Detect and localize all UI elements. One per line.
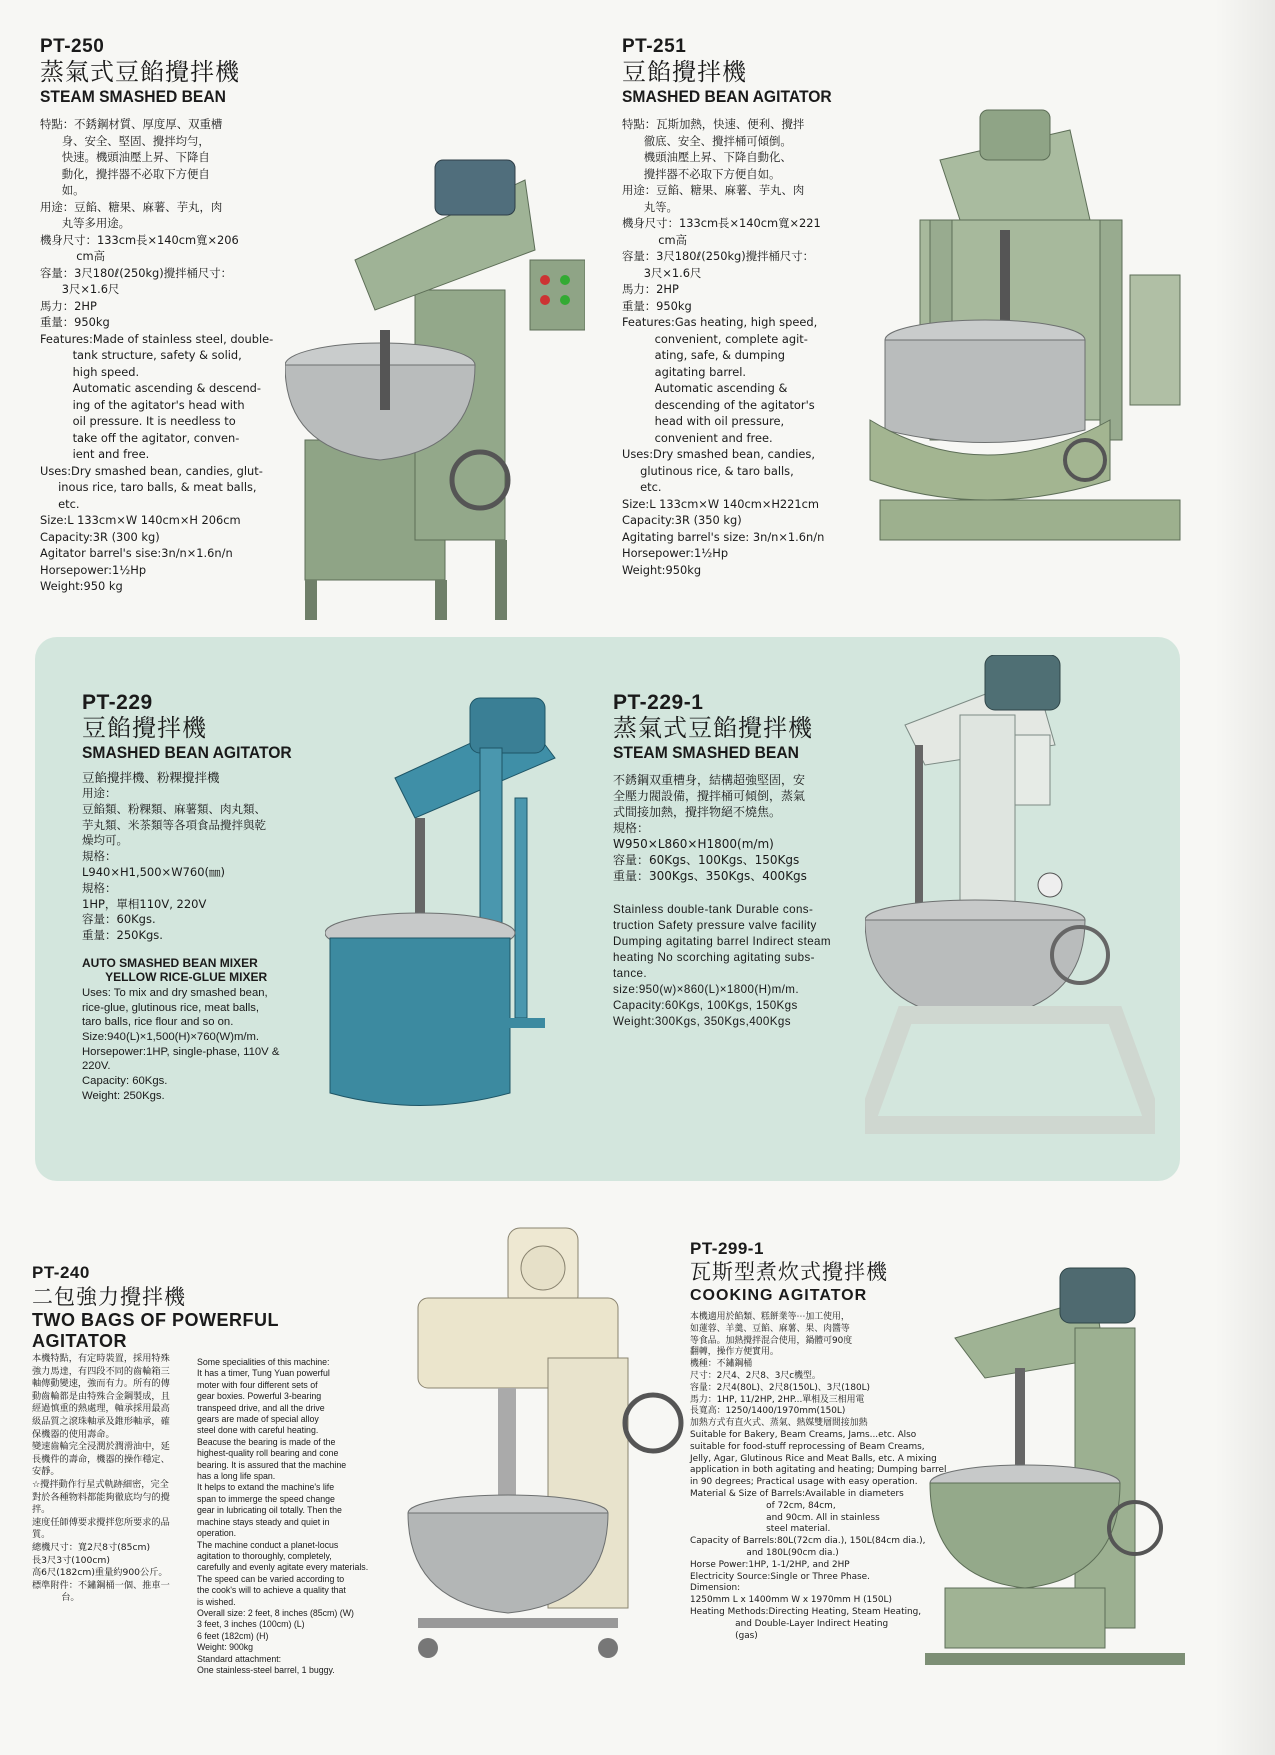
pt229-title-cn: 豆餡攪拌機 xyxy=(82,714,207,742)
pt2291-body-en: Stainless double-tank Durable cons- truction Safety pressure valve facility Dumping agitating barrel Indirect steam heating No scorching agitating subs- tance. size:950(w)×860(L)×1800(H)m/m. Capacity:60Kgs, 100Kgs, 150Kgs Weight:300Kgs, 350Kgs,400Kgs xyxy=(613,903,831,1028)
pt2291-body-cn: 不銹鋼双重槽身，結構超強堅固，安 全壓力閥設備，攪拌桶可傾倒，蒸氣 式間接加熱，攪拌物絕不燒焦。 規格： W950×L860×H1800(m/m) 容量：60Kgs、100Kgs、150Kgs 重量：300Kgs、350Kgs、400Kgs xyxy=(613,773,807,883)
pt240-code: PT-240 xyxy=(32,1263,90,1282)
pt2991-body: 本機適用於餡類、糕餅業等⋯加工使用， 如蓮蓉、羊羹、豆餡、麻薯、果、肉醬等 等食品。加熱攪拌混合使用，鍋體可90度 翻轉，操作方便實用。 機種：不鏽鋼桶 尺寸：2尺4、2尺8、3尺c機型。 容量：2尺4(80L)、2尺8(150L)、3尺(180L) 馬力：1HP, 11/2HP, 2HP...單相及三相用電 長寬高：1250/1400/1970mm(150L) 加熱方式有直火式、蒸氣、熱媒雙層間接加熱 Suitable for Bakery, Beam Creams, Jams...etc. Also suitable for food-stuff reprocessing of Beam Creams, Jelly, Agar, Glutinous Rice and Meat Balls, etc. A mixing application in both agitating and heating; Dumping barrel in 90 degrees; Practical usage with easy operation. Material & Size of Barrels:Available in diameters of 72cm, 84cm, and 90cm. All in stainless steel material. Capacity of Barrels:80L(72cm dia.), 150L(84cm dia.), and 180L(90cm dia.) Horse Power:1HP, 1-1/2HP, and 2HP Electricity Source:Single or Three Phase. Dimension: 1250mm L x 1400mm W x 1970mm H (150L) Heating Methods:Directing Heating, Steam Heating, and Double-Layer Indirect Heating (gas) xyxy=(690,1312,947,1641)
pt251-machine-image xyxy=(860,100,1190,570)
pt240-title-cn: 二包強力攪拌機 xyxy=(32,1285,186,1309)
pt251-title-cn: 豆餡攪拌機 xyxy=(622,58,747,86)
pt240-body-cn: 本機特點，有定時裝置，採用特殊 強力馬達，有四段不同的齒輪箱三 軸傳動變速，強而有力。所有的傳 動齒輪都是由特殊合金鋼製成，且 經過慎重的熱處理，軸承採用最高 級品質之滾珠軸承及錐形軸承，確 保機器的使用壽命。 變速齒輪完全浸潤於潤滑油中，延 長機件的壽命，機器的操作穩定、 安靜。 ☆攪拌動作行星式軌跡細密，完全 對於各種物料都能夠徹底均勻的攪 拌。 速度任師傅要求攪拌您所要求的品 質。 總機尺寸：寬2尺8寸(85cm) 長3尺3寸(100cm) 高6尺(182cm)重量約900公斤。 標準附件：不鏽鋼桶一個、推車一 台。 xyxy=(32,1353,170,1604)
pt2991-code: PT-299-1 xyxy=(690,1239,764,1258)
pt250-title-cn: 蒸氣式豆餡攪拌機 xyxy=(40,58,240,86)
pt2291-title-cn: 蒸氣式豆餡攪拌機 xyxy=(613,714,813,742)
pt229-title-en: SMASHED BEAN AGITATOR xyxy=(82,743,292,762)
pt229-machine-image xyxy=(325,688,595,1128)
pt2991-title-cn: 瓦斯型煮炊式攪拌機 xyxy=(690,1260,888,1284)
pt251-section xyxy=(622,36,850,578)
pt2291-machine-image xyxy=(865,655,1155,1135)
pt250-body: 特點：不銹鋼材質、厚度厚、双重槽 身、安全、堅固、攪拌均勻， 快速。機頭油壓上昇、下降自 動化，攪拌器不必取下方便自 如。 用途：豆餡、糖果、麻薯、芋丸，肉 丸等多用途。 機身尺寸：133cm長×140cm寬×206 cm高 容量：3尺180ℓ(250kg)攪拌桶尺寸： 3尺×1.6尺 馬力：2HP 重量：950kg Features:Made of stainless steel, double- tank structure, safety & solid, high speed. Automatic ascending & descend- ing of the agitator's head with oil pressure. It is needless to take off the agitator, conven- ient and free. Uses:Dry smashed bean, candies, glut- inous rice, taro balls, & meat balls, etc. Size:L 133cm×W 140cm×H 206cm Capacity:3R (300 kg) Agitator barrel's sise:3n/n×1.6n/n Horsepower:1½Hp Weight:950 kg xyxy=(40,117,274,593)
pt2991-title-en: COOKING AGITATOR xyxy=(690,1287,868,1304)
pt251-code: PT-251 xyxy=(622,36,687,57)
pt240-body-en: Some specialities of this machine: It has a timer, Tung Yuan powerful moter with four different sets of gear boxies. Powerful 3-bearing transpeed drive, and all the drive gears are made of special alloy steel done with careful heating. Beacuse the bearing is made of the highest-quality roll bearing and cone bearing. It is assured that the machine has a long life span. It helps to extand the machine's life span to immerge the speed change gear in lubricating oil totally. Then the machine stays steady and quiet in operation. The machine conduct a planet-locus agitation to thoroughly, completely, carefully and evenly agitate every materials. The speed can be varied according to the cook's will to achieve a quality that is wished. Overall size: 2 feet, 8 inches (85cm) (W) 3 feet, 3 inches (100cm) (L) 6 feet (182cm) (H) Weight: 900kg Standard attachment: One stainless-steel barrel, 1 buggy. xyxy=(197,1357,369,1675)
pt2291-title-en: STEAM SMASHED BEAN xyxy=(613,743,799,762)
pt2991-machine-image xyxy=(925,1258,1200,1698)
pt251-body: 特點：瓦斯加熱，快速、便利、攪拌 徹底、安全、攪拌桶可傾倒。 機頭油壓上昇、下降自動化、 攪拌器不必取下方便自如。 用途：豆餡、糖果、麻薯、芋丸、肉 丸等。 機身尺寸：133cm長×140cm寬×221 cm高 容量：3尺180ℓ(250kg)攪拌桶尺寸： 3尺×1.6尺 馬力：2HP 重量：950kg Features:Gas heating, high speed, convenient, complete agit- ating, safe, & dumping agitating barrel. Automatic ascending & descending of the agitator's head with oil pressure, convenient and free. Uses:Dry smashed bean, candies, glutinous rice, & taro balls, etc. Size:L 133cm×W 140cm×H221cm Capacity:3R (350 kg) Agitating barrel's size: 3n/n×1.6n/n Horsepower:1½Hp Weight:950kg xyxy=(622,117,825,577)
pt251-title-en: SMASHED BEAN AGITATOR xyxy=(622,87,832,106)
pt229-code: PT-229 xyxy=(82,691,153,714)
pt229-subtitle-cn: 豆餡攪拌機、粉粿攪拌機 xyxy=(82,770,220,785)
pt2991-section xyxy=(690,1238,946,1642)
pt240-section xyxy=(32,1262,279,1352)
page-edge-shadow xyxy=(1215,0,1275,1755)
pt2291-section xyxy=(613,692,831,1030)
pt240-machine-image xyxy=(398,1208,688,1668)
pt250-section xyxy=(40,36,273,595)
pt229-body-en: Uses: To mix and dry smashed bean, rice-glue, glutinous rice, meat balls, taro balls, rice flour and so on. Size:940(L)×1,500(H)×760(W)m/m. Horsepower:1HP, single-phase, 110V & 220V. Capacity: 60Kgs. Weight: 250Kgs. xyxy=(82,986,280,1102)
pt229-body-cn: 用途： 豆餡類、粉粿類、麻薯類、肉丸類、 芋丸類、米茶類等各項食品攪拌與乾 燥均可。 規格： L940×H1,500×W760(㎜) 規格： 1HP，單相110V, 220V 容量：60Kgs. 重量：250Kgs. xyxy=(82,786,266,943)
pt250-title-en: STEAM SMASHED BEAN xyxy=(40,87,226,106)
pt229-section xyxy=(82,692,310,1104)
pt250-code: PT-250 xyxy=(40,36,105,57)
pt240-title-en: TWO BAGS OF POWERFUL AGITATOR xyxy=(32,1310,279,1351)
pt229-sub-en: AUTO SMASHED BEAN MIXER YELLOW RICE-GLUE MIXER xyxy=(82,955,268,984)
pt250-machine-image xyxy=(285,140,585,620)
pt2291-code: PT-229-1 xyxy=(613,691,704,714)
